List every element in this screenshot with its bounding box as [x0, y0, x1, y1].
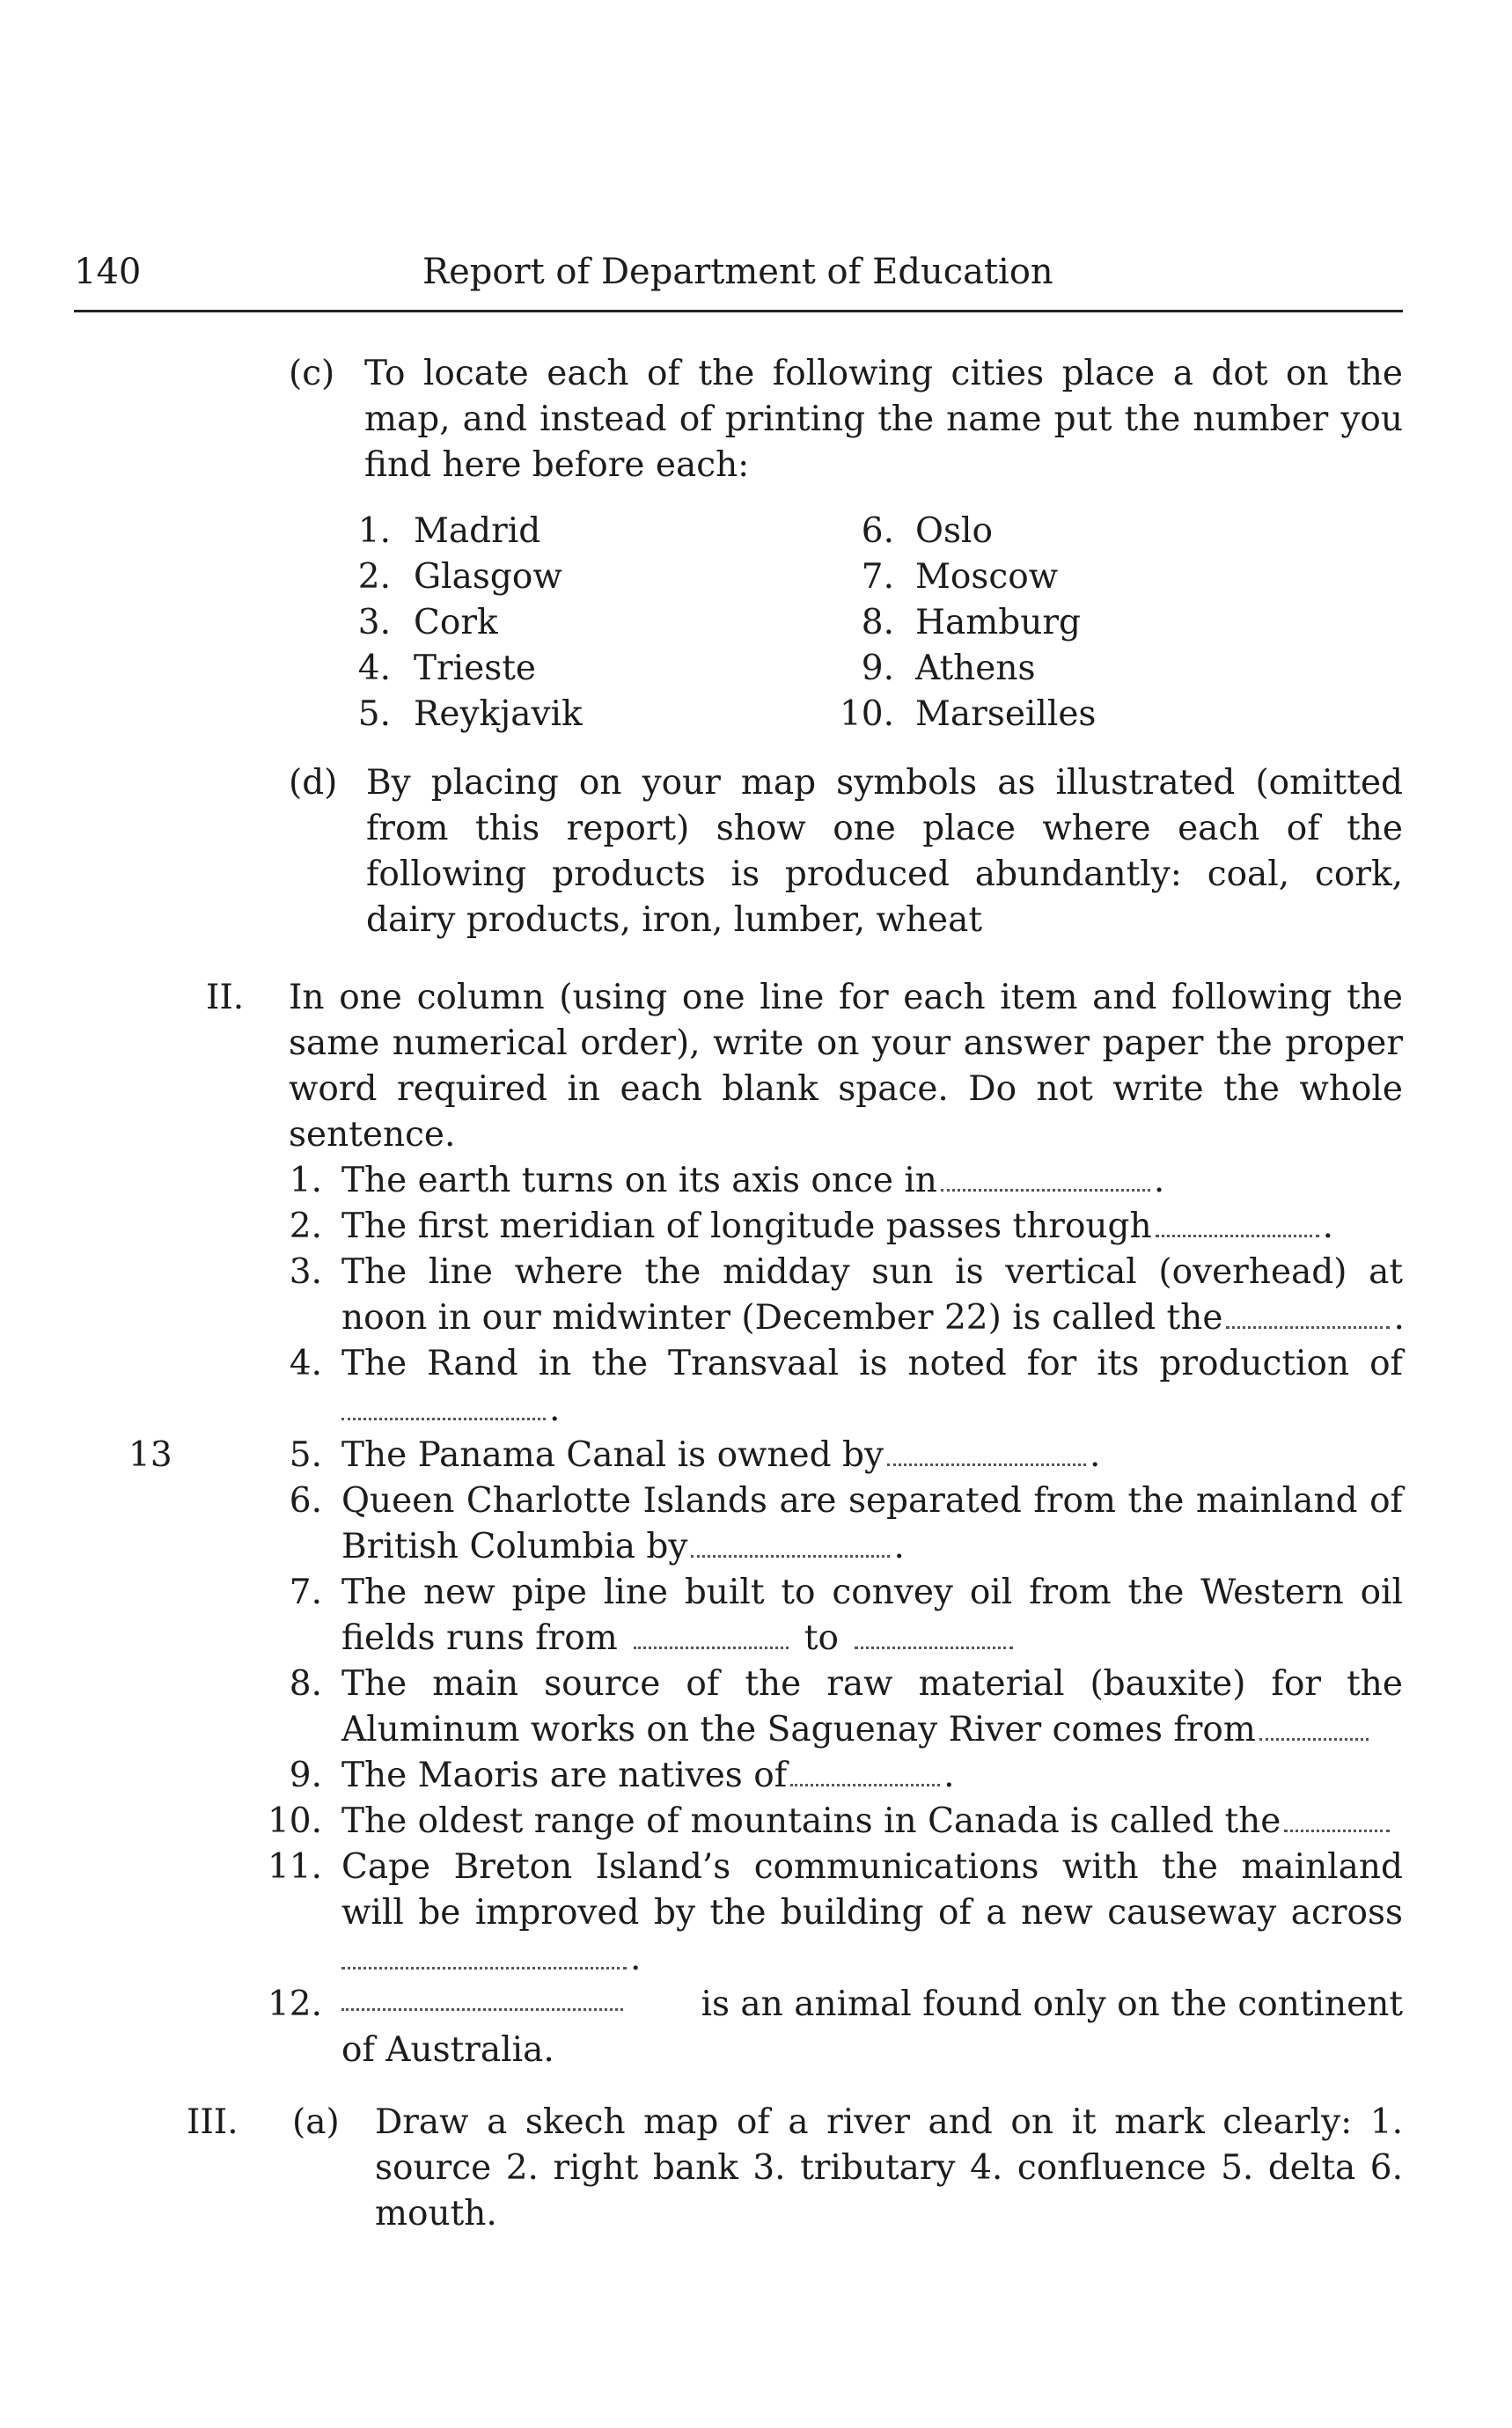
answer-blank [634, 1620, 789, 1649]
margin-note: 13 [128, 1435, 172, 1475]
item-11-line2: will be improved by the building of a new causeway across [341, 1893, 1403, 1933]
city-name: Madrid [414, 511, 541, 551]
city-num: 10. [839, 694, 894, 734]
answer-blank [790, 1757, 940, 1786]
part-c-label: (c) [289, 354, 335, 393]
item-number: 8. [289, 1664, 322, 1704]
city-name: Oslo [915, 511, 993, 551]
item-7-line2 [341, 1616, 1017, 1661]
city-num: 8. [861, 603, 894, 642]
item-text: The earth turns on its axis once in [341, 1161, 937, 1200]
running-title: Report of Department of Education [422, 252, 1053, 292]
item-number: 1. [289, 1161, 322, 1200]
item-3-line1: The line where the midday sun is vertical (overhead) at [341, 1252, 1403, 1292]
item-11-line1: Cape Breton Island’s communications with the mainland [341, 1847, 1403, 1887]
item-number: 9. [289, 1756, 322, 1795]
item-text: noon in our midwinter (December 22) is called the [341, 1298, 1223, 1338]
answer-blank [341, 1982, 623, 2011]
item-4-line2: . [341, 1387, 560, 1433]
item-number: 5. [289, 1435, 322, 1475]
city-num: 2. [357, 557, 391, 597]
item-text: The first meridian of longitude passes through [341, 1207, 1152, 1246]
item-text: The Maoris are natives of [341, 1756, 788, 1795]
item-8-line2 [341, 1707, 1372, 1753]
city-name: Athens [915, 649, 1036, 688]
item-text: Aluminum works on the Saguenay River comes from [341, 1710, 1256, 1749]
item-11-line3: . [341, 1936, 641, 1982]
item-text: fields runs from [341, 1618, 618, 1658]
item-12-line2: of Australia. [341, 2030, 554, 2070]
city-name: Hamburg [915, 603, 1081, 642]
city-name: Cork [414, 603, 498, 642]
city-name: Reykjavik [414, 694, 583, 734]
section-ii-intro: In one column (using one line for each item and following the same numerical order), write on your answer paper the proper word required in each blank space. Do not write the whole sentence. [289, 978, 1403, 1155]
item-text: The Panama Canal is owned by [341, 1435, 884, 1475]
item-number: 3. [289, 1252, 322, 1292]
item-1: The earth turns on its axis once in . [341, 1161, 1165, 1200]
city-num: 7. [861, 557, 894, 597]
city-num: 3. [357, 603, 391, 642]
item-12-line1 [341, 1982, 1403, 2028]
item-2: The first meridian of longitude passes through . [341, 1207, 1334, 1246]
part-d-text: By placing on your map symbols as illustrated (omitted from this report) show one place where each of the following products is produced abundantly: coal, cork, dairy products, iron, lumber, wheat [366, 763, 1403, 940]
item-number: 2. [289, 1207, 322, 1246]
item-6-line1: Queen Charlotte Islands are separated from the mainland of [341, 1481, 1403, 1521]
answer-blank [1226, 1300, 1390, 1329]
part-c-text: To locate each of the following cities place a dot on the map, and instead of printing the name put the number you find here before each: [364, 354, 1403, 485]
item-10 [341, 1799, 1393, 1845]
item-text: The oldest range of mountains in Canada is called the [341, 1801, 1281, 1841]
city-num: 9. [861, 649, 894, 688]
item-number: 11. [267, 1847, 322, 1887]
page-header [74, 249, 1403, 302]
header-rule [74, 310, 1403, 312]
answer-blank [1284, 1803, 1390, 1832]
item-9: The Maoris are natives of . [341, 1756, 955, 1795]
item-text: British Columbia by [341, 1527, 688, 1566]
answer-blank [341, 1940, 627, 1970]
city-name: Marseilles [915, 694, 1097, 734]
page-number: 140 [74, 252, 142, 292]
city-num: 6. [861, 511, 894, 551]
item-6-line2: British Columbia by . [341, 1527, 905, 1566]
item-4-line1: The Rand in the Transvaal is noted for its production of [341, 1344, 1403, 1383]
item-7-line1: The new pipe line built to convey oil from the Western oil [341, 1573, 1403, 1612]
section-iii-sub-label: (a) [292, 2102, 340, 2142]
item-number: 7. [289, 1573, 322, 1612]
item-number: 6. [289, 1481, 322, 1521]
answer-blank [855, 1620, 1013, 1649]
answer-blank [887, 1437, 1086, 1466]
item-5: The Panama Canal is owned by . [341, 1435, 1101, 1475]
city-num: 4. [357, 649, 391, 688]
section-iii-label: III. [187, 2102, 239, 2142]
answer-blank [341, 1391, 546, 1420]
item-8-line1: The main source of the raw material (bauxite) for the [341, 1664, 1403, 1704]
part-d-label: (d) [289, 763, 338, 803]
answer-blank [1259, 1712, 1369, 1741]
item-number: 4. [289, 1344, 322, 1383]
item-text: to [804, 1618, 839, 1658]
city-name: Trieste [414, 649, 536, 688]
city-num: 1. [357, 511, 391, 551]
item-number: 12. [267, 1984, 322, 2024]
city-name: Glasgow [414, 557, 562, 597]
item-number: 10. [267, 1801, 322, 1841]
section-ii-label: II. [206, 978, 245, 1017]
city-name: Moscow [915, 557, 1059, 597]
answer-blank [691, 1529, 890, 1558]
section-iii-text: Draw a skech map of a river and on it mark clearly: 1. source 2. right bank 3. tributary 4. confluence 5. delta 6. mouth. [375, 2102, 1403, 2234]
item-3-line2: noon in our midwinter (December 22) is called the . [341, 1298, 1405, 1338]
answer-blank [1156, 1208, 1319, 1237]
city-num: 5. [357, 694, 391, 734]
answer-blank [941, 1163, 1150, 1192]
item-text: is an animal found only on the continent [701, 1984, 1403, 2024]
